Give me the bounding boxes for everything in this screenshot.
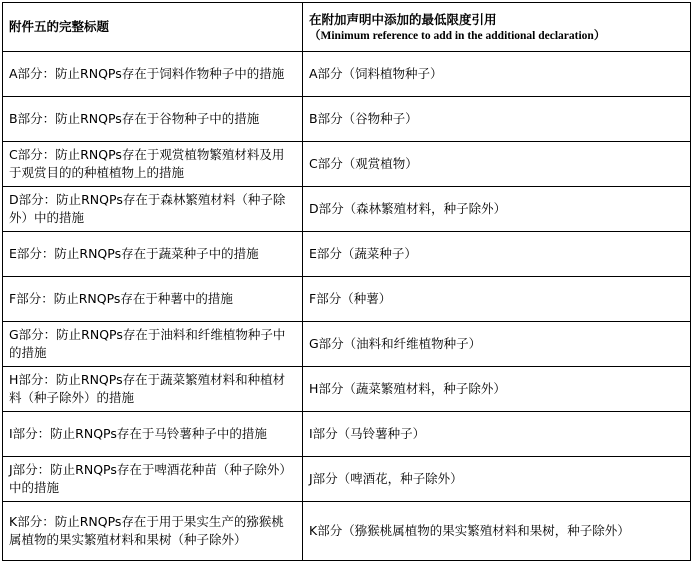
header-minimum-reference-en: （Minimum reference to add in the additional declaration） <box>309 29 606 42</box>
row-reference: I部分（马铃薯种子） <box>303 412 691 457</box>
table-header-row <box>3 3 691 52</box>
header-minimum-reference-cn: 在附加声明中添加的最低限度引用 <box>309 11 497 27</box>
row-full-title: C部分：防止RNQPs存在于观赏植物繁殖材料及用于观赏目的的种植植物上的措施 <box>3 142 303 187</box>
header-minimum-reference <box>303 3 691 52</box>
table-row <box>3 232 691 277</box>
row-full-title: J部分：防止RNQPs存在于啤酒花种苗（种子除外）中的措施 <box>3 457 303 502</box>
row-reference: B部分（谷物种子） <box>303 97 691 142</box>
row-reference: D部分（森林繁殖材料，种子除外） <box>303 187 691 232</box>
header-full-title: 附件五的完整标题 <box>3 3 303 52</box>
table-row <box>3 97 691 142</box>
table-row <box>3 457 691 502</box>
row-full-title: H部分：防止RNQPs存在于蔬菜繁殖材料和种植材料（种子除外）的措施 <box>3 367 303 412</box>
row-full-title: F部分：防止RNQPs存在于种薯中的措施 <box>3 277 303 322</box>
row-full-title: B部分：防止RNQPs存在于谷物种子中的措施 <box>3 97 303 142</box>
table-row <box>3 187 691 232</box>
row-full-title: I部分：防止RNQPs存在于马铃薯种子中的措施 <box>3 412 303 457</box>
table-row <box>3 412 691 457</box>
row-full-title: K部分：防止RNQPs存在于用于果实生产的猕猴桃属植物的果实繁殖材料和果树（种子除外） <box>3 502 303 561</box>
table-row <box>3 502 691 561</box>
table-row <box>3 142 691 187</box>
row-full-title: D部分：防止RNQPs存在于森林繁殖材料（种子除外）中的措施 <box>3 187 303 232</box>
row-reference: H部分（蔬菜繁殖材料，种子除外） <box>303 367 691 412</box>
table-row <box>3 367 691 412</box>
measures-table <box>2 2 691 561</box>
row-reference: A部分（饲料植物种子） <box>303 52 691 97</box>
row-full-title: A部分：防止RNQPs存在于饲料作物种子中的措施 <box>3 52 303 97</box>
row-full-title: E部分：防止RNQPs存在于蔬菜种子中的措施 <box>3 232 303 277</box>
row-reference: F部分（种薯） <box>303 277 691 322</box>
table-row <box>3 277 691 322</box>
row-reference: K部分（猕猴桃属植物的果实繁殖材料和果树，种子除外） <box>303 502 691 561</box>
row-full-title: G部分：防止RNQPs存在于油料和纤维植物种子中的措施 <box>3 322 303 367</box>
row-reference: J部分（啤酒花，种子除外） <box>303 457 691 502</box>
row-reference: E部分（蔬菜种子） <box>303 232 691 277</box>
row-reference: G部分（油料和纤维植物种子） <box>303 322 691 367</box>
row-reference: C部分（观赏植物） <box>303 142 691 187</box>
table-row <box>3 52 691 97</box>
table-row <box>3 322 691 367</box>
